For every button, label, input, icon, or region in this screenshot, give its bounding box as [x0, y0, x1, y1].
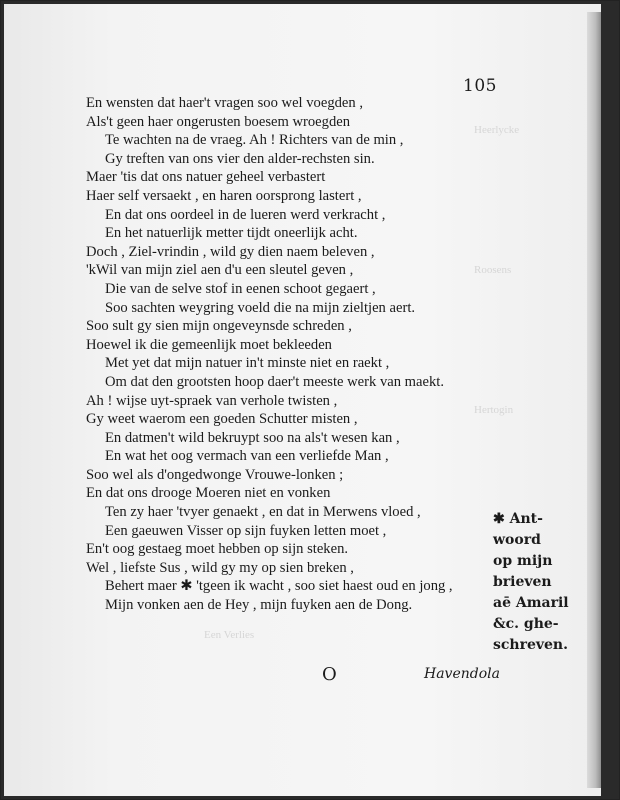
poem-line: Gy weet waerom een goeden Schutter misten , [86, 411, 358, 428]
margin-note-line: schreven. [493, 637, 568, 653]
page-edge [587, 12, 601, 788]
poem-line: Te wachten na de vraeg. Ah ! Richters van de min , [105, 132, 404, 149]
page-number: 105 [463, 76, 497, 96]
poem-line: Als't geen haer ongerusten boesem wroegden [86, 113, 351, 130]
poem-line: Doch , Ziel-vrindin , wild gy dien naem beleven , [86, 243, 375, 260]
poem-line: Ten zy haer 'tvyer genaekt , en dat in Merwens vloed , [105, 504, 421, 521]
poem-line: Om dat den grootsten hoop daer't meeste werk van maekt. [105, 373, 444, 390]
poem-line: Behert maer ✱ 'tgeen ik wacht , soo siet haest oud en jong , [105, 578, 453, 595]
margin-note-line: &c. ghe- [493, 616, 559, 632]
margin-note-line: op mijn [493, 553, 553, 569]
bleed-through-text: Heerlycke [474, 124, 520, 136]
signature-mark: O [322, 664, 337, 685]
margin-note [493, 509, 569, 656]
poem-line: Haer self versaekt , en haren oorsprong lastert , [86, 187, 362, 204]
poem-line: En datmen't wild bekruypt soo na als't wesen kan , [105, 429, 400, 446]
poem-line: En dat ons drooge Moeren niet en vonken [86, 485, 331, 502]
margin-note-line: brieven [493, 574, 552, 590]
margin-note-line: woord [493, 532, 541, 548]
margin-note-line: aē Amaril [493, 595, 569, 611]
poem-line: Maer 'tis dat ons natuer geheel verbastert [86, 169, 326, 186]
poem-line: Gy treften van ons vier den alder-rechsten sin. [105, 150, 375, 167]
poem-line: Wel , liefste Sus , wild gy my op sien breken , [86, 559, 354, 576]
poem-line: Met yet dat mijn natuer in't minste niet en raekt , [105, 355, 390, 372]
poem-line: Ah ! wijse uyt-spraek van verhole twisten , [86, 392, 338, 409]
poem-line: En het natuerlijk metter tijdt oneerlijk acht. [105, 225, 358, 242]
poem-line: En't oog gestaeg moet hebben op sijn steken. [86, 541, 349, 558]
poem-line: Soo sachten weygring voeld die na mijn zieltjen aert. [105, 299, 416, 316]
poem-line: Soo sult gy sien mijn ongeveynsde schreden , [86, 318, 352, 335]
poem-line: Hoewel ik die gemeenlijk moet bekleeden [86, 336, 332, 353]
bleed-through-text: Roosens [474, 264, 512, 276]
poem-line: En dat ons oordeel in de lueren werd verkracht , [105, 206, 386, 223]
poem-text [86, 94, 453, 615]
book-page [4, 4, 601, 796]
poem-line: Een gaeuwen Visser op sijn fuyken letten moet , [105, 522, 387, 539]
margin-note-line: ✱ Ant- [493, 511, 543, 527]
poem-line: En wensten dat haer't vragen soo wel voegden , [86, 95, 363, 111]
catchword: Havendola [424, 666, 500, 682]
bleed-through-text: Een Verlies [204, 629, 255, 641]
poem-line: 'kWil van mijn ziel aen d'u een sleutel geven , [86, 262, 354, 279]
poem-line: Die van de selve stof in eenen schoot gegaert , [105, 280, 376, 297]
poem-line: En wat het oog vermach van een verliefde Man , [105, 448, 389, 465]
bleed-through-text: Hertogin [474, 404, 514, 416]
poem-line: Mijn vonken aen de Hey , mijn fuyken aen de Dong. [105, 597, 413, 614]
poem-line: Soo wel als d'ongedwonge Vrouwe-lonken ; [86, 466, 344, 483]
